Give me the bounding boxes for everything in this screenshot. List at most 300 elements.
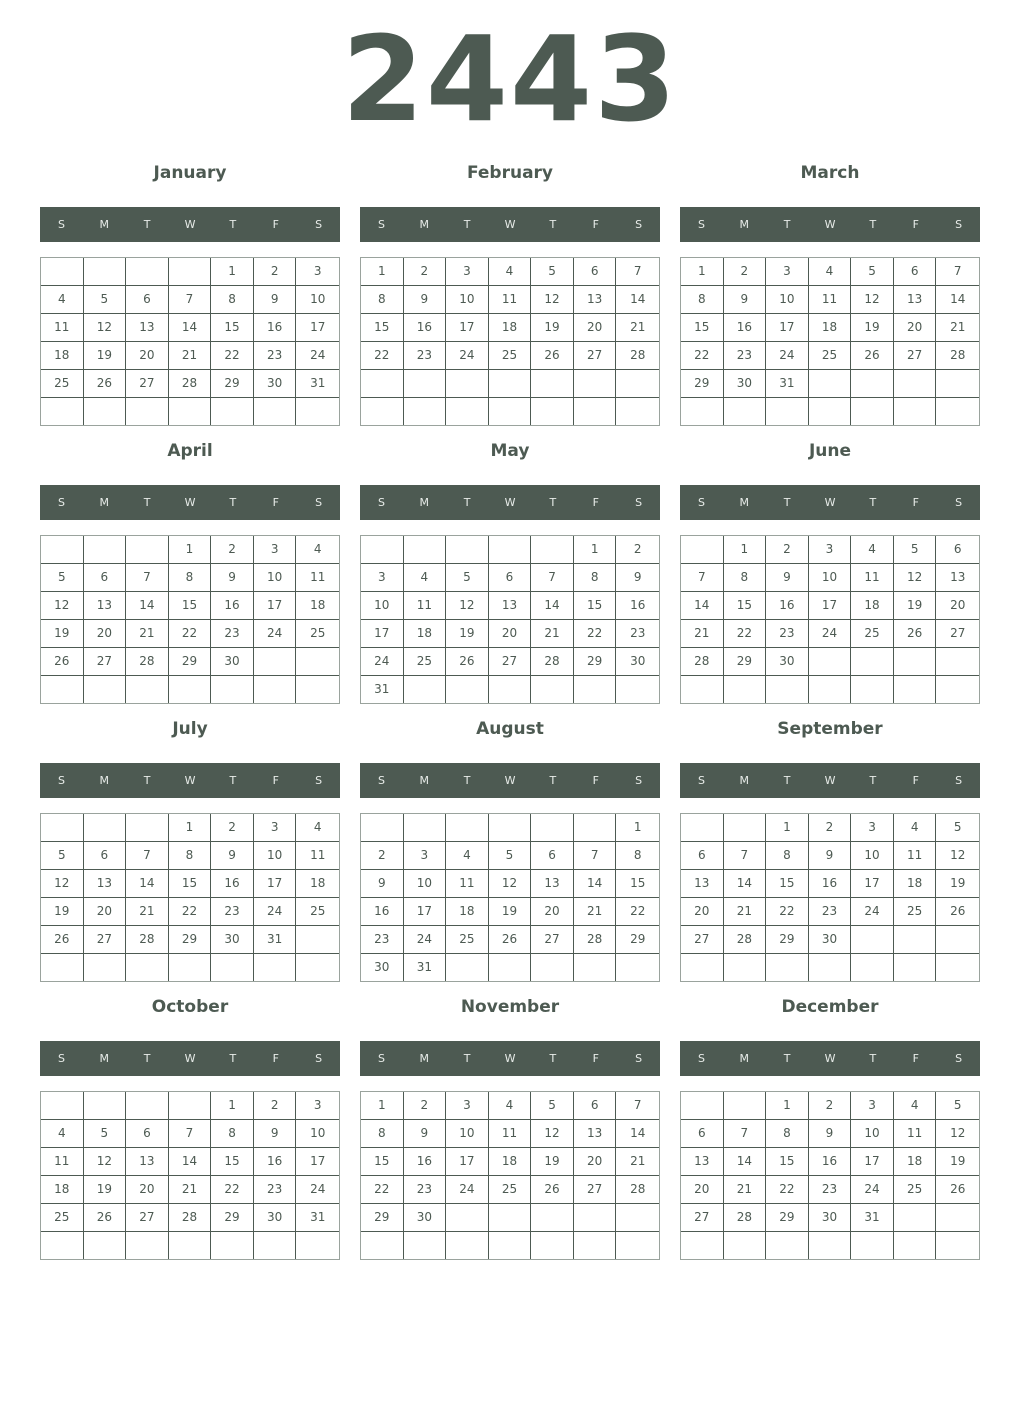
day-cell — [296, 398, 339, 425]
day-cell: 21 — [936, 314, 979, 342]
month-title: February — [466, 163, 554, 183]
day-cell: 18 — [296, 592, 339, 620]
day-cell — [894, 370, 937, 398]
day-cell: 9 — [809, 842, 852, 870]
day-cell: 29 — [766, 926, 809, 954]
day-cell: 17 — [851, 870, 894, 898]
day-cell: 22 — [724, 620, 767, 648]
day-cell: 24 — [851, 898, 894, 926]
day-cell: 21 — [724, 898, 767, 926]
day-cell — [446, 536, 489, 564]
day-cell: 19 — [84, 1176, 127, 1204]
weekday-label: T — [549, 496, 557, 509]
day-grid — [360, 257, 660, 426]
day-cell: 25 — [489, 1176, 532, 1204]
weekday-label: T — [869, 774, 877, 787]
day-cell — [809, 1232, 852, 1259]
day-cell: 2 — [766, 536, 809, 564]
day-cell — [404, 536, 447, 564]
day-cell: 1 — [169, 536, 212, 564]
day-cell — [41, 814, 84, 842]
day-cell — [724, 1232, 767, 1259]
day-cell: 3 — [361, 564, 404, 592]
day-cell: 28 — [126, 926, 169, 954]
day-cell: 20 — [489, 620, 532, 648]
day-cell: 11 — [489, 286, 532, 314]
day-cell — [169, 258, 212, 286]
day-cell — [616, 398, 659, 425]
day-cell: 31 — [766, 370, 809, 398]
weekday-label: W — [824, 1052, 836, 1065]
day-cell: 12 — [41, 592, 84, 620]
day-cell: 26 — [446, 648, 489, 676]
weekday-label: F — [592, 1052, 599, 1065]
day-cell: 24 — [254, 898, 297, 926]
day-cell: 23 — [616, 620, 659, 648]
day-cell: 23 — [254, 1176, 297, 1204]
day-cell: 10 — [361, 592, 404, 620]
day-cell: 22 — [574, 620, 617, 648]
day-cell: 26 — [531, 1176, 574, 1204]
day-cell: 2 — [254, 258, 297, 286]
day-cell: 5 — [84, 1120, 127, 1148]
day-cell: 25 — [404, 648, 447, 676]
day-cell: 1 — [681, 258, 724, 286]
day-cell: 12 — [84, 1148, 127, 1176]
day-cell: 25 — [41, 370, 84, 398]
day-cell — [254, 676, 297, 703]
weekday-label: S — [57, 496, 65, 509]
day-cell — [489, 1232, 532, 1259]
day-cell — [724, 814, 767, 842]
day-cell — [681, 814, 724, 842]
day-cell: 18 — [851, 592, 894, 620]
day-cell: 29 — [169, 926, 212, 954]
day-cell — [169, 1232, 212, 1259]
weekday-label: F — [912, 1052, 919, 1065]
day-cell: 9 — [211, 842, 254, 870]
weekday-label: W — [824, 496, 836, 509]
day-cell — [169, 676, 212, 703]
day-cell — [766, 398, 809, 425]
day-cell: 28 — [724, 1204, 767, 1232]
day-cell: 28 — [681, 648, 724, 676]
day-cell: 4 — [404, 564, 447, 592]
weekday-label: W — [824, 774, 836, 787]
day-cell: 25 — [296, 620, 339, 648]
day-cell — [851, 648, 894, 676]
weekday-label: S — [635, 496, 643, 509]
day-cell: 20 — [894, 314, 937, 342]
day-cell: 2 — [254, 1092, 297, 1120]
day-cell: 6 — [84, 564, 127, 592]
day-cell — [211, 676, 254, 703]
day-cell: 26 — [936, 898, 979, 926]
day-cell: 8 — [766, 842, 809, 870]
day-cell: 22 — [616, 898, 659, 926]
day-cell: 7 — [616, 258, 659, 286]
day-cell: 31 — [296, 1204, 339, 1232]
day-cell — [616, 1232, 659, 1259]
day-cell: 3 — [851, 814, 894, 842]
day-cell: 22 — [361, 1176, 404, 1204]
day-cell: 28 — [616, 342, 659, 370]
day-cell: 13 — [681, 870, 724, 898]
day-cell — [724, 398, 767, 425]
day-cell: 14 — [531, 592, 574, 620]
day-cell: 22 — [169, 620, 212, 648]
day-cell: 15 — [616, 870, 659, 898]
day-cell: 14 — [616, 286, 659, 314]
day-cell — [41, 676, 84, 703]
day-cell: 10 — [446, 1120, 489, 1148]
weekday-header — [680, 763, 980, 798]
weekday-label: T — [549, 218, 557, 231]
day-cell: 19 — [531, 1148, 574, 1176]
day-cell: 1 — [574, 536, 617, 564]
day-cell: 3 — [851, 1092, 894, 1120]
day-cell: 16 — [404, 314, 447, 342]
day-cell: 30 — [809, 926, 852, 954]
day-cell: 4 — [851, 536, 894, 564]
day-grid — [40, 535, 340, 704]
day-cell: 17 — [851, 1148, 894, 1176]
day-cell: 6 — [574, 1092, 617, 1120]
day-cell — [446, 398, 489, 425]
day-cell: 20 — [84, 898, 127, 926]
day-cell — [574, 676, 617, 703]
weekday-header — [360, 207, 660, 242]
day-cell: 6 — [681, 842, 724, 870]
day-cell: 29 — [361, 1204, 404, 1232]
weekday-label: S — [697, 1052, 705, 1065]
day-grid — [680, 535, 980, 704]
day-cell: 5 — [851, 258, 894, 286]
day-cell: 3 — [254, 536, 297, 564]
day-cell — [404, 814, 447, 842]
day-cell: 26 — [84, 370, 127, 398]
day-cell: 5 — [41, 842, 84, 870]
day-grid — [680, 813, 980, 982]
weekday-label: F — [272, 774, 279, 787]
day-cell: 24 — [809, 620, 852, 648]
day-cell: 17 — [361, 620, 404, 648]
weekday-label: S — [315, 496, 323, 509]
day-cell — [851, 926, 894, 954]
month-title: March — [800, 163, 860, 183]
day-cell: 28 — [724, 926, 767, 954]
weekday-label: T — [549, 774, 557, 787]
day-cell: 10 — [296, 1120, 339, 1148]
day-cell: 15 — [211, 314, 254, 342]
day-cell — [936, 1232, 979, 1259]
day-cell — [84, 398, 127, 425]
day-cell: 9 — [254, 286, 297, 314]
day-cell — [851, 1232, 894, 1259]
day-cell — [41, 398, 84, 425]
day-cell — [84, 954, 127, 981]
day-cell: 11 — [296, 564, 339, 592]
day-cell — [936, 926, 979, 954]
day-cell: 9 — [616, 564, 659, 592]
day-cell: 14 — [169, 314, 212, 342]
day-cell — [894, 676, 937, 703]
weekday-header — [360, 485, 660, 520]
day-cell: 12 — [936, 842, 979, 870]
day-cell: 21 — [616, 314, 659, 342]
day-cell — [531, 1204, 574, 1232]
weekday-label: W — [184, 1052, 196, 1065]
day-cell: 3 — [296, 258, 339, 286]
day-cell: 7 — [724, 1120, 767, 1148]
weekday-header — [360, 1041, 660, 1076]
day-cell: 29 — [169, 648, 212, 676]
day-cell: 22 — [766, 898, 809, 926]
day-cell — [574, 1204, 617, 1232]
weekday-label: F — [592, 774, 599, 787]
day-cell: 9 — [724, 286, 767, 314]
day-cell: 21 — [681, 620, 724, 648]
weekday-label: T — [463, 496, 471, 509]
day-cell: 26 — [851, 342, 894, 370]
day-cell: 24 — [446, 1176, 489, 1204]
day-cell: 23 — [724, 342, 767, 370]
day-cell: 11 — [446, 870, 489, 898]
weekday-label: S — [955, 774, 963, 787]
day-cell: 3 — [404, 842, 447, 870]
day-cell: 8 — [169, 564, 212, 592]
day-cell: 17 — [254, 870, 297, 898]
weekday-label: F — [272, 218, 279, 231]
day-cell: 29 — [766, 1204, 809, 1232]
day-cell: 5 — [936, 814, 979, 842]
weekday-label: F — [272, 1052, 279, 1065]
day-cell: 14 — [126, 870, 169, 898]
day-cell: 16 — [404, 1148, 447, 1176]
day-cell — [446, 814, 489, 842]
weekday-label: T — [783, 496, 791, 509]
day-cell — [296, 954, 339, 981]
day-cell: 6 — [126, 1120, 169, 1148]
weekday-label: T — [229, 218, 237, 231]
day-cell: 6 — [936, 536, 979, 564]
day-cell: 13 — [489, 592, 532, 620]
day-cell: 18 — [894, 1148, 937, 1176]
day-cell — [574, 370, 617, 398]
month-title: August — [476, 719, 544, 739]
day-cell: 11 — [894, 1120, 937, 1148]
day-cell: 7 — [616, 1092, 659, 1120]
day-cell: 14 — [169, 1148, 212, 1176]
day-cell: 17 — [254, 592, 297, 620]
day-cell: 14 — [574, 870, 617, 898]
day-grid — [680, 257, 980, 426]
day-cell — [531, 954, 574, 981]
day-cell — [489, 676, 532, 703]
day-cell: 27 — [574, 1176, 617, 1204]
day-cell: 15 — [211, 1148, 254, 1176]
day-cell: 1 — [169, 814, 212, 842]
weekday-label: S — [635, 1052, 643, 1065]
day-cell — [724, 676, 767, 703]
day-cell — [404, 370, 447, 398]
day-cell — [126, 1232, 169, 1259]
day-cell — [404, 398, 447, 425]
day-cell: 14 — [681, 592, 724, 620]
day-grid — [360, 1091, 660, 1260]
day-cell: 18 — [809, 314, 852, 342]
day-cell: 22 — [681, 342, 724, 370]
day-grid — [40, 813, 340, 982]
day-cell: 27 — [681, 926, 724, 954]
weekday-label: T — [783, 1052, 791, 1065]
weekday-label: M — [99, 774, 110, 787]
day-cell: 26 — [531, 342, 574, 370]
day-cell: 10 — [446, 286, 489, 314]
weekday-label: M — [419, 218, 430, 231]
day-cell: 25 — [851, 620, 894, 648]
day-cell: 2 — [616, 536, 659, 564]
weekday-label: T — [463, 218, 471, 231]
day-cell: 22 — [766, 1176, 809, 1204]
weekday-label: S — [315, 774, 323, 787]
day-cell: 13 — [531, 870, 574, 898]
day-cell: 14 — [936, 286, 979, 314]
day-cell: 18 — [894, 870, 937, 898]
day-cell — [404, 1232, 447, 1259]
day-cell: 20 — [531, 898, 574, 926]
day-cell: 13 — [84, 870, 127, 898]
day-cell: 25 — [296, 898, 339, 926]
day-cell: 30 — [211, 648, 254, 676]
day-cell: 6 — [126, 286, 169, 314]
day-cell: 4 — [446, 842, 489, 870]
day-cell: 24 — [446, 342, 489, 370]
weekday-label: M — [419, 496, 430, 509]
day-cell: 23 — [404, 1176, 447, 1204]
day-cell: 17 — [766, 314, 809, 342]
day-cell — [446, 1204, 489, 1232]
day-cell: 27 — [489, 648, 532, 676]
day-cell: 21 — [126, 898, 169, 926]
day-cell: 4 — [296, 814, 339, 842]
day-cell: 16 — [254, 1148, 297, 1176]
day-cell — [126, 676, 169, 703]
year-title: 2443 — [341, 10, 679, 148]
day-cell — [681, 954, 724, 981]
day-cell — [809, 648, 852, 676]
weekday-label: T — [783, 218, 791, 231]
day-cell: 5 — [446, 564, 489, 592]
day-cell: 7 — [724, 842, 767, 870]
day-cell — [574, 1232, 617, 1259]
day-cell: 20 — [681, 898, 724, 926]
day-cell — [681, 536, 724, 564]
day-cell — [936, 398, 979, 425]
day-cell: 13 — [84, 592, 127, 620]
day-cell: 13 — [894, 286, 937, 314]
weekday-label: T — [229, 496, 237, 509]
day-cell: 2 — [404, 1092, 447, 1120]
day-cell: 8 — [681, 286, 724, 314]
weekday-label: S — [635, 218, 643, 231]
day-cell: 19 — [851, 314, 894, 342]
day-cell: 3 — [446, 1092, 489, 1120]
day-cell: 19 — [84, 342, 127, 370]
weekday-label: M — [739, 496, 750, 509]
day-cell: 15 — [169, 870, 212, 898]
day-cell: 2 — [211, 814, 254, 842]
day-cell — [126, 258, 169, 286]
day-cell: 14 — [724, 1148, 767, 1176]
day-cell: 19 — [41, 620, 84, 648]
day-cell: 30 — [254, 370, 297, 398]
day-cell: 17 — [446, 314, 489, 342]
day-cell: 8 — [211, 286, 254, 314]
weekday-label: S — [57, 774, 65, 787]
day-cell — [489, 954, 532, 981]
day-cell: 29 — [681, 370, 724, 398]
day-cell: 27 — [126, 370, 169, 398]
day-cell: 10 — [296, 286, 339, 314]
day-cell: 12 — [84, 314, 127, 342]
day-cell: 31 — [404, 954, 447, 981]
day-cell: 16 — [211, 870, 254, 898]
day-cell: 25 — [894, 898, 937, 926]
day-cell: 30 — [404, 1204, 447, 1232]
weekday-label: S — [697, 774, 705, 787]
day-cell: 5 — [936, 1092, 979, 1120]
day-cell — [616, 1204, 659, 1232]
day-cell: 24 — [404, 926, 447, 954]
day-cell — [126, 814, 169, 842]
weekday-label: S — [377, 1052, 385, 1065]
day-cell: 4 — [489, 1092, 532, 1120]
day-cell — [531, 814, 574, 842]
day-cell: 30 — [361, 954, 404, 981]
month-title: May — [490, 441, 530, 461]
day-cell: 23 — [404, 342, 447, 370]
day-cell: 13 — [936, 564, 979, 592]
day-cell: 4 — [296, 536, 339, 564]
day-cell: 26 — [41, 648, 84, 676]
day-cell: 10 — [404, 870, 447, 898]
day-cell: 19 — [894, 592, 937, 620]
day-cell: 23 — [361, 926, 404, 954]
day-cell: 26 — [936, 1176, 979, 1204]
day-cell: 29 — [616, 926, 659, 954]
day-cell: 31 — [851, 1204, 894, 1232]
month-title: April — [167, 441, 213, 461]
day-cell: 9 — [211, 564, 254, 592]
day-cell — [41, 536, 84, 564]
day-cell: 18 — [296, 870, 339, 898]
weekday-label: T — [463, 774, 471, 787]
day-cell: 20 — [126, 342, 169, 370]
day-cell — [211, 1232, 254, 1259]
day-cell — [574, 954, 617, 981]
weekday-label: S — [697, 496, 705, 509]
day-cell: 10 — [809, 564, 852, 592]
day-cell: 26 — [41, 926, 84, 954]
day-cell — [296, 1232, 339, 1259]
day-grid — [40, 1091, 340, 1260]
day-cell: 29 — [724, 648, 767, 676]
day-cell: 23 — [809, 1176, 852, 1204]
day-cell: 29 — [211, 1204, 254, 1232]
day-cell: 5 — [489, 842, 532, 870]
day-cell: 19 — [489, 898, 532, 926]
